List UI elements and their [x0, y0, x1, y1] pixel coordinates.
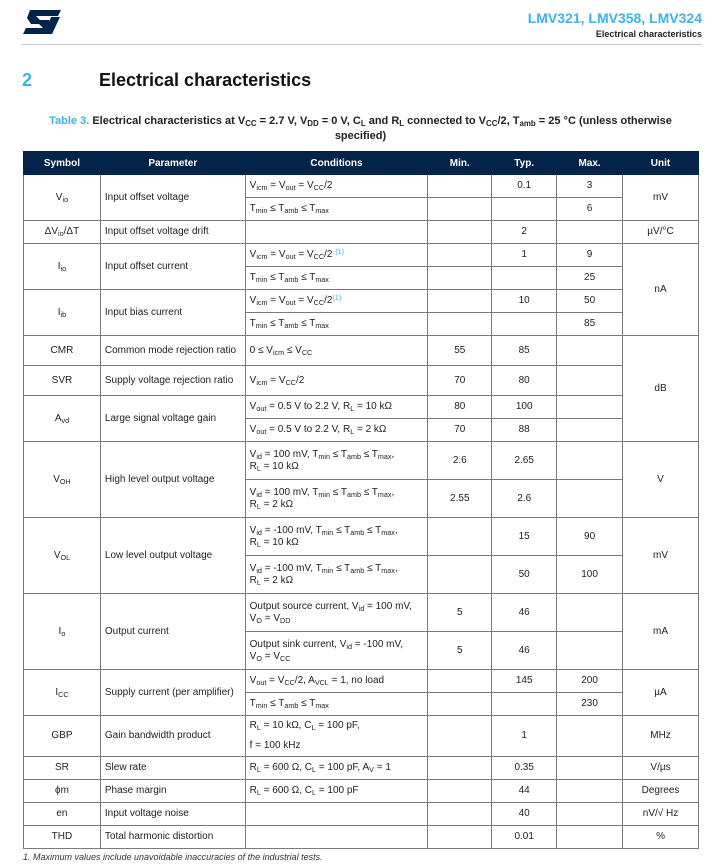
unit-cell: nA: [623, 244, 699, 336]
parameter-cell: Input offset voltage: [100, 175, 245, 221]
product-title: LMV321, LMV358, LMV324: [527, 10, 702, 26]
table-row: [24, 366, 699, 396]
typ-cell: 145: [492, 670, 557, 693]
typ-cell: 0.1: [492, 175, 557, 198]
table-row: [24, 803, 699, 826]
typ-cell: 2.6: [492, 480, 557, 518]
section-number: 2: [22, 70, 33, 90]
min-cell: [428, 780, 492, 803]
max-cell: 3: [557, 175, 623, 198]
condition-cell: $R_L = 600$ Ω, $C_L = 100$ pF: [245, 780, 428, 803]
min-cell: [428, 803, 492, 826]
unit-cell: mV: [623, 518, 699, 594]
typ-cell: [492, 267, 557, 290]
min-cell: [428, 313, 492, 336]
symbol-cell: THD: [24, 826, 101, 849]
condition-cell: $V_{icm} = V_{out} = V_{CC}/2^{(1)}$: [245, 290, 428, 313]
condition-cell: $T_{min} \le T_{amb} \le T_{max}$: [245, 313, 428, 336]
typ-cell: 100: [492, 396, 557, 419]
unit-cell: V: [623, 442, 699, 518]
condition-cell: $V_{out} = 0.5$ V to 2.2 V, $R_L = 2$ kΩ: [245, 419, 428, 442]
min-cell: 70: [428, 419, 492, 442]
parameter-cell: Input offset voltage drift: [100, 221, 245, 244]
unit-cell: Degrees: [623, 780, 699, 803]
condition-cell: $T_{min} \le T_{amb} \le T_{max}$: [245, 198, 428, 221]
min-cell: 80: [428, 396, 492, 419]
symbol-cell: SVR: [24, 366, 101, 396]
col-max: Max.: [557, 152, 623, 175]
max-cell: 6: [557, 198, 623, 221]
max-cell: [557, 419, 623, 442]
unit-cell: mA: [623, 594, 699, 670]
parameter-cell: Phase margin: [100, 780, 245, 803]
table-row: [24, 336, 699, 366]
typ-cell: 80: [492, 366, 557, 396]
max-cell: [557, 780, 623, 803]
symbol-cell: $I_{CC}$: [24, 670, 101, 716]
min-cell: 2.55: [428, 480, 492, 518]
condition-cell: $V_{icm} = V_{CC}/2$: [245, 366, 428, 396]
min-cell: [428, 198, 492, 221]
parameter-cell: Common mode rejection ratio: [100, 336, 245, 366]
parameter-cell: Input offset current: [100, 244, 245, 290]
symbol-cell: $V_{io}$: [24, 175, 101, 221]
condition-cell: $R_L = 600$ Ω, $C_L = 100$ pF, $A_V = 1$: [245, 757, 428, 780]
min-cell: [428, 716, 492, 757]
unit-cell: µA: [623, 670, 699, 716]
parameter-cell: Low level output voltage: [100, 518, 245, 594]
unit-cell: %: [623, 826, 699, 849]
min-cell: [428, 826, 492, 849]
col-symbol: Symbol: [24, 152, 101, 175]
symbol-cell: GBP: [24, 716, 101, 757]
typ-cell: 2.65: [492, 442, 557, 480]
condition-cell: Output source current, $V_{id} = 100$ mV, $V_O = V_{DD}$: [245, 594, 428, 632]
max-cell: 25: [557, 267, 623, 290]
col-min: Min.: [428, 152, 492, 175]
typ-cell: [492, 198, 557, 221]
unit-cell: dB: [623, 336, 699, 442]
min-cell: [428, 175, 492, 198]
st-logo: [22, 8, 62, 36]
parameter-cell: Gain bandwidth product: [100, 716, 245, 757]
max-cell: [557, 221, 623, 244]
typ-cell: 46: [492, 594, 557, 632]
typ-cell: 10: [492, 290, 557, 313]
condition-cell: $T_{min} \le T_{amb} \le T_{max}$: [245, 267, 428, 290]
col-parameter: Parameter: [100, 152, 245, 175]
parameter-cell: High level output voltage: [100, 442, 245, 518]
condition-cell: [245, 826, 428, 849]
min-cell: [428, 693, 492, 716]
parameter-cell: Supply voltage rejection ratio: [100, 366, 245, 396]
section-title: Electrical characteristics: [99, 70, 312, 90]
condition-cell: $R_L = 10$ kΩ, $C_L = 100$ pF, f = 100 kHz: [245, 716, 428, 757]
condition-cell: Output sink current, $V_{id} = -100$ mV, $V_O = V_{CC}$: [245, 632, 428, 670]
max-cell: 230: [557, 693, 623, 716]
table-footnote: 1. Maximum values include unavoidable inaccuracies of the industrial tests.: [23, 852, 323, 862]
parameter-cell: Input voltage noise: [100, 803, 245, 826]
max-cell: [557, 826, 623, 849]
symbol-cell: ϕm: [24, 780, 101, 803]
max-cell: [557, 396, 623, 419]
table-row: [24, 442, 699, 480]
table-row: [24, 780, 699, 803]
min-cell: [428, 556, 492, 594]
header-divider: [22, 44, 702, 45]
condition-cell: $V_{id} = -100$ mV, $T_{min} \le T_{amb} \le T_{max}$, $R_L = 10$ kΩ: [245, 518, 428, 556]
typ-cell: 1: [492, 716, 557, 757]
table-row: [24, 757, 699, 780]
table-row: [24, 518, 699, 556]
symbol-cell: $I_{io}$: [24, 244, 101, 290]
condition-cell: [245, 221, 428, 244]
symbol-cell: $\Delta V_{io}/\Delta T$: [24, 221, 101, 244]
min-cell: [428, 244, 492, 267]
col-unit: Unit: [623, 152, 699, 175]
unit-cell: nV/√ Hz: [623, 803, 699, 826]
min-cell: [428, 221, 492, 244]
typ-cell: [492, 693, 557, 716]
unit-cell: µV/°C: [623, 221, 699, 244]
parameter-cell: Total harmonic distortion: [100, 826, 245, 849]
parameter-cell: Input bias current: [100, 290, 245, 336]
table-caption: Table 3. Electrical characteristics at $V_{CC} = 2.7$ V, $V_{DD} = 0$ V, $C_L$ and $R_L$ connected to $V_{CC}/2$, $T_{amb} = 25$ °C (unless otherwise specified): [49, 115, 672, 142]
condition-cell: $0 \le V_{icm} \le V_{CC}$: [245, 336, 428, 366]
typ-cell: 0.35: [492, 757, 557, 780]
typ-cell: 88: [492, 419, 557, 442]
parameter-cell: Large signal voltage gain: [100, 396, 245, 442]
max-cell: 50: [557, 290, 623, 313]
typ-cell: 1: [492, 244, 557, 267]
condition-cell: $V_{out} = 0.5$ V to 2.2 V, $R_L = 10$ kΩ: [245, 396, 428, 419]
max-cell: 9: [557, 244, 623, 267]
max-cell: [557, 594, 623, 632]
symbol-cell: en: [24, 803, 101, 826]
table-row: [24, 221, 699, 244]
condition-cell: $V_{id} = 100$ mV, $T_{min} \le T_{amb} \le T_{max}$, $R_L = 2$ kΩ: [245, 480, 428, 518]
min-cell: [428, 267, 492, 290]
parameter-cell: Supply current (per amplifier): [100, 670, 245, 716]
min-cell: 55: [428, 336, 492, 366]
col-conditions: Conditions: [245, 152, 428, 175]
table-row: [24, 826, 699, 849]
min-cell: [428, 290, 492, 313]
max-cell: [557, 366, 623, 396]
unit-cell: V/µs: [623, 757, 699, 780]
condition-cell: $T_{min} \le T_{amb} \le T_{max}$: [245, 693, 428, 716]
condition-cell: $V_{id} = 100$ mV, $T_{min} \le T_{amb} \le T_{max}$, $R_L = 10$ kΩ: [245, 442, 428, 480]
table-row: [24, 716, 699, 757]
electrical-characteristics-table: [23, 151, 699, 849]
min-cell: 70: [428, 366, 492, 396]
min-cell: 2.6: [428, 442, 492, 480]
max-cell: [557, 442, 623, 480]
typ-cell: 46: [492, 632, 557, 670]
col-typ: Typ.: [492, 152, 557, 175]
max-cell: [557, 757, 623, 780]
symbol-cell: CMR: [24, 336, 101, 366]
table-row: [24, 594, 699, 632]
max-cell: [557, 336, 623, 366]
parameter-cell: Slew rate: [100, 757, 245, 780]
max-cell: [557, 803, 623, 826]
max-cell: 100: [557, 556, 623, 594]
table-row: [24, 396, 699, 419]
typ-cell: 2: [492, 221, 557, 244]
min-cell: 5: [428, 632, 492, 670]
symbol-cell: $V_{OH}$: [24, 442, 101, 518]
typ-cell: 15: [492, 518, 557, 556]
max-cell: [557, 716, 623, 757]
typ-cell: 0.01: [492, 826, 557, 849]
unit-cell: mV: [623, 175, 699, 221]
min-cell: 5: [428, 594, 492, 632]
typ-cell: [492, 313, 557, 336]
table-row: [24, 175, 699, 198]
symbol-cell: SR: [24, 757, 101, 780]
unit-cell: MHz: [623, 716, 699, 757]
max-cell: 200: [557, 670, 623, 693]
condition-cell: $V_{id} = -100$ mV, $T_{min} \le T_{amb} \le T_{max}$, $R_L = 2$ kΩ: [245, 556, 428, 594]
table-header-row: [24, 152, 699, 175]
condition-cell: [245, 803, 428, 826]
table-row: [24, 290, 699, 313]
typ-cell: 85: [492, 336, 557, 366]
symbol-cell: $A_{vd}$: [24, 396, 101, 442]
condition-cell: $V_{icm} = V_{out} = V_{CC}/2$ $^{(1)}$: [245, 244, 428, 267]
max-cell: [557, 480, 623, 518]
condition-cell: $V_{out} = V_{CC}/2$, $A_{VCL} = 1$, no load: [245, 670, 428, 693]
table-row: [24, 670, 699, 693]
symbol-cell: $I_{ib}$: [24, 290, 101, 336]
typ-cell: 40: [492, 803, 557, 826]
typ-cell: 44: [492, 780, 557, 803]
symbol-cell: $V_{OL}$: [24, 518, 101, 594]
max-cell: [557, 632, 623, 670]
condition-cell: $V_{icm} = V_{out} = V_{CC}/2$: [245, 175, 428, 198]
symbol-cell: $I_o$: [24, 594, 101, 670]
header-section-label: Electrical characteristics: [595, 29, 702, 39]
max-cell: 90: [557, 518, 623, 556]
table-row: [24, 244, 699, 267]
min-cell: [428, 670, 492, 693]
min-cell: [428, 518, 492, 556]
parameter-cell: Output current: [100, 594, 245, 670]
typ-cell: 50: [492, 556, 557, 594]
max-cell: 85: [557, 313, 623, 336]
min-cell: [428, 757, 492, 780]
